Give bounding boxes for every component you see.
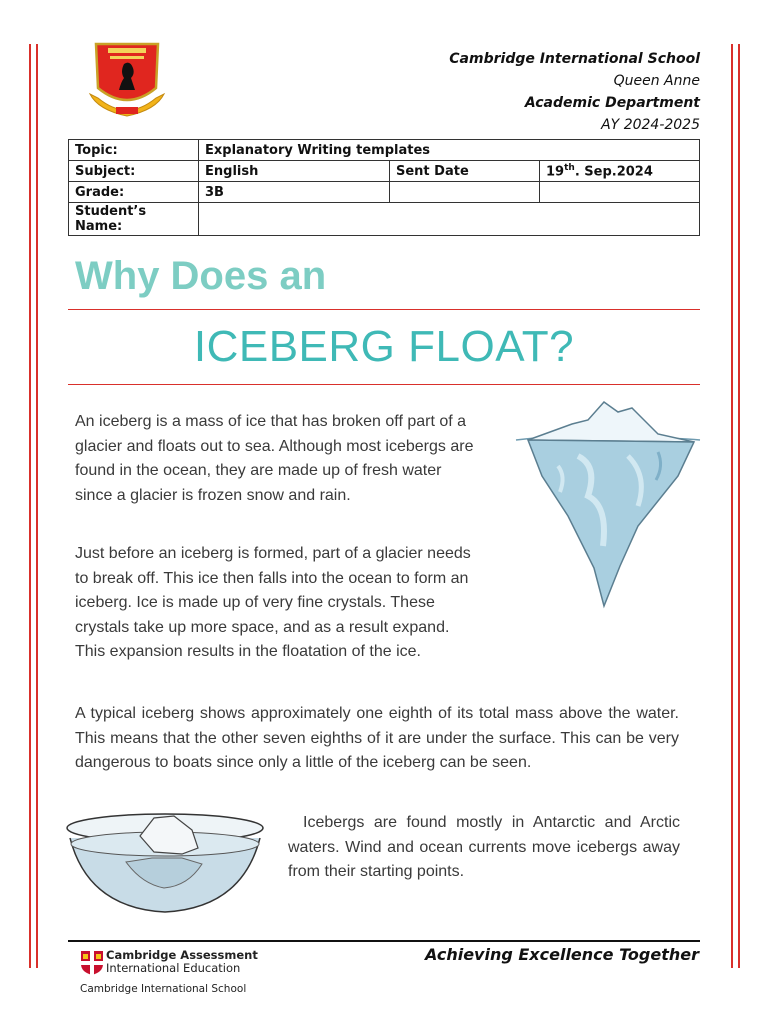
sent-date-value: 19th. Sep.2024 xyxy=(540,161,700,182)
school-crest-logo xyxy=(86,38,168,122)
heading-lead: Why Does an xyxy=(75,254,327,298)
cambridge-assessment-text: Cambridge Assessment International Education xyxy=(106,948,258,975)
grade-label: Grade: xyxy=(69,182,199,203)
student-name-label: Student’s Name: xyxy=(69,203,199,236)
empty-cell xyxy=(390,182,540,203)
worksheet-info-table xyxy=(68,139,700,236)
topic-value: Explanatory Writing templates xyxy=(199,140,700,161)
school-name: Cambridge International School xyxy=(449,51,700,67)
paragraph-3: A typical iceberg shows approximately one eighth of its total mass above the water. This means that the other seven eighths of it are under the surface. This can be very dangerous to boats since only a little of the iceberg can be seen. xyxy=(75,705,679,771)
paragraph-2: Just before an iceberg is formed, part of a glacier needs to break off. This ice then falls into the ocean to form an iceberg. Ice is made up of very fine crystals. These crystals take up more space, and as a result expand. This expansion results in the floatation of the ice. xyxy=(75,545,471,660)
school-info-block xyxy=(449,48,700,136)
subject-label: Subject: xyxy=(69,161,199,182)
department-name: Academic Department xyxy=(524,95,700,111)
heading-divider-top xyxy=(68,309,700,310)
empty-cell xyxy=(540,182,700,203)
page-border-right-outer xyxy=(738,44,740,968)
paragraph-1: An iceberg is a mass of ice that has broken off part of a glacier and floats out to sea. Although most icebergs are found in the ocean, they are made up of fresh water since a glacier is frozen snow and rain. xyxy=(75,413,474,504)
student-name-field[interactable] xyxy=(199,203,700,236)
page-border-left-outer xyxy=(29,44,31,968)
paragraph-4: Icebergs are found mostly in Antarctic and Arctic waters. Wind and ocean currents move icebergs away from their starting points. xyxy=(288,814,680,880)
grade-value: 3B xyxy=(199,182,390,203)
page-border-right-inner xyxy=(731,44,733,968)
subject-value: English xyxy=(199,161,390,182)
heading-divider-bottom xyxy=(68,384,700,385)
school-branch: Queen Anne xyxy=(613,73,700,89)
iceberg-illustration xyxy=(508,396,704,610)
footer-rule xyxy=(68,940,700,942)
page-title: ICEBERG FLOAT? xyxy=(193,322,575,371)
page-border-left-inner xyxy=(36,44,38,968)
cambridge-school-subtext: Cambridge International School xyxy=(80,983,247,995)
academic-year: AY 2024-2025 xyxy=(601,117,700,133)
footer-motto: Achieving Excellence Together xyxy=(424,945,699,964)
topic-label: Topic: xyxy=(69,140,199,161)
bowl-ice-illustration xyxy=(62,808,268,916)
sent-date-label: Sent Date xyxy=(390,161,540,182)
cambridge-shield-icon xyxy=(80,950,104,976)
